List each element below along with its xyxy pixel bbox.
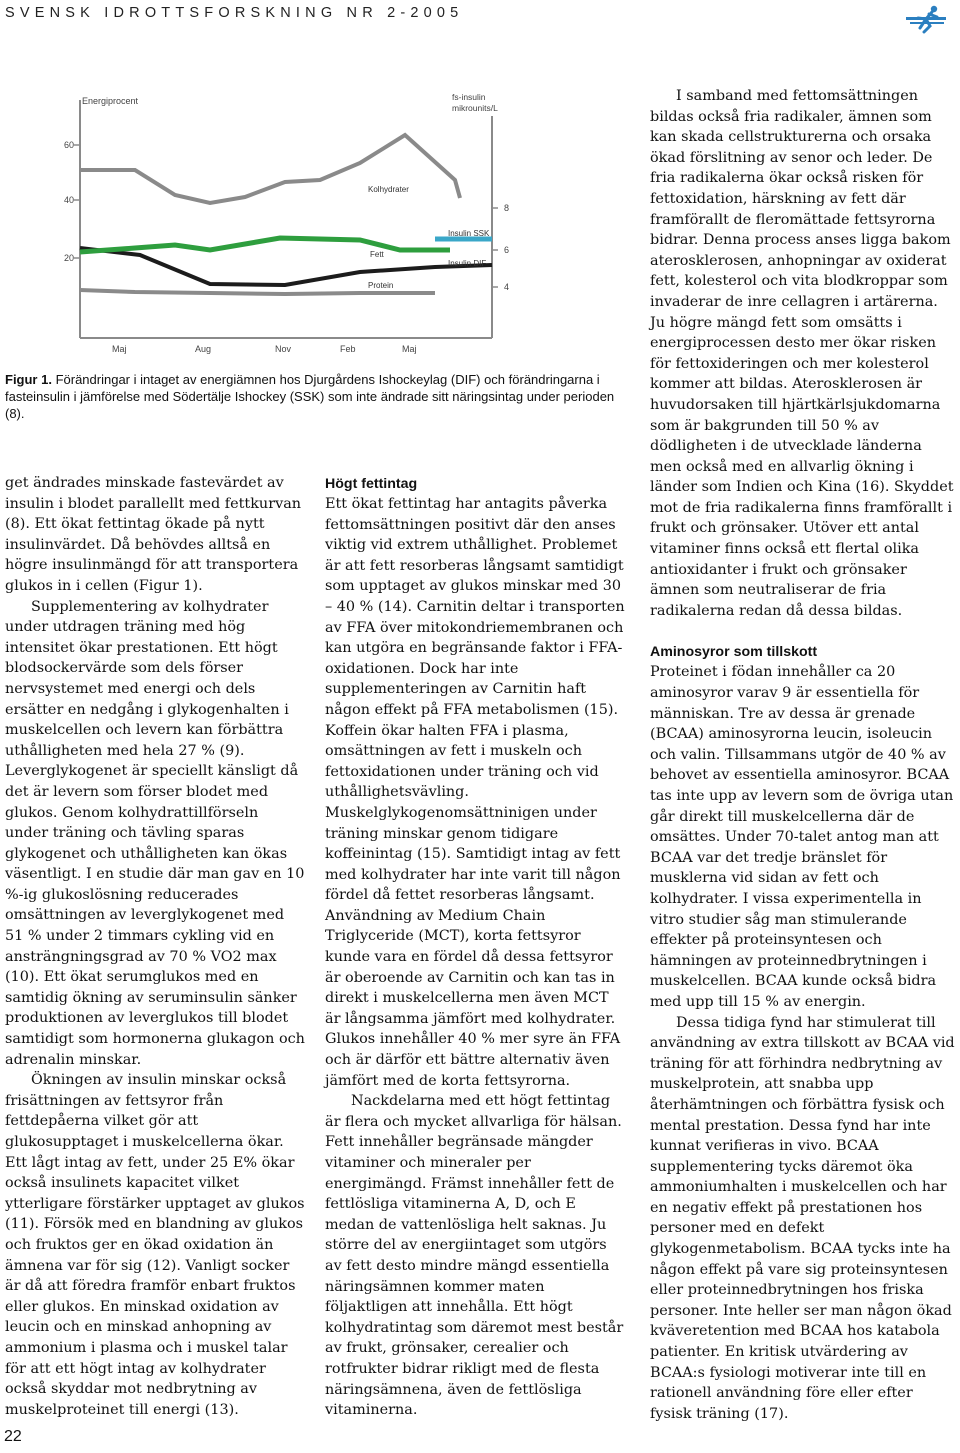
paragraph: get ändrades minskade fastevärdet av insulin i blodet parallellt med fettkurvan (8). Ett ökat fettintag ökade på nytt insulinvärdet. Då behövdes alltså en högre insulinmängd för att transportera glukos in i cellen (Figur 1).: [5, 475, 302, 594]
y-tick-label: 40: [64, 195, 75, 205]
caption-text: Förändringar i intaget av energiämnen hos Djurgårdens Ishockeylag (DIF) och förändringarna i fasteinsulin i jämförelse med Södertälje Ishockey (SSK) som inte ändrade sitt näringsintag under perioden (8).: [5, 372, 615, 421]
x-tick-label: Maj: [402, 344, 417, 354]
column-3: [650, 86, 955, 1424]
right-axis-title: fs-insulin: [452, 92, 486, 102]
caption-label: Figur 1.: [5, 372, 52, 387]
x-tick-label: Aug: [195, 344, 212, 354]
series-protein: [80, 290, 435, 294]
paragraph: Nackdelarna med ett högt fettintag är flera och mycket allvarliga för hälsan. Fett innehåller begränsade mängder vitaminer och mineraler per energimängd. Främst innehåller fett de fettlösliga vitaminerna A, D, och E medan de vattenlösliga helt saknas. Ju större del av energiintaget som utgörs av fett desto mindre mängd essentiella näringsämnen kommer maten följaktligen att innehålla. Ett högt kolhydratintag som däremot mest består av frukt, grönsaker, cerealier och rotfrukter bidrar rikligt med de flesta näringsämnena, även de fettlösliga vitaminerna.: [325, 1093, 624, 1419]
label-fett: Fett: [370, 250, 384, 259]
series-fett: [80, 238, 450, 252]
label-insulin-ssk: Insulin SSK: [448, 229, 490, 238]
y-tick-label: 60: [64, 140, 75, 150]
right-tick-label: 4: [504, 282, 510, 292]
paragraph: Proteinet i födan innehåller ca 20 aminosyror varav 9 är essentiella för människan. Tre av dessa är grenade (BCAA) aminosyrorna leucin, isoleucin och valin. Tillsammans utgör de 40 % av behovet av essentiella aminosyror. BCAA tas inte upp av levern som de övriga utan går direkt till muskelcellerna där de omsättes. Under 70-talet antog man att BCAA var det tredje bränslet för musklerna vid sidan av fett och kolhydrater. I vissa experimentella in vitro studier såg man stimulerande effekter på proteinsyntesen och hämningen av proteinnedbrytningen i muskelcellen. BCAA kunde också bidra med upp till 15 % av energin.: [650, 664, 954, 1010]
paragraph: Supplementering av kolhydrater under utdragen träning med hög intensitet ökar prestationen. Ett högt blodsockervärde som dels förser nervsystemet med energi och dels ersätter en nedgång i glykogenhalten i muskelcellen och levern kan förbättra uthålligheten med hela 27 % (9). Leverglykogenet är speciellt känsligt då det är levern som förser blodet med glukos. Genom kolhydrattillförseln under träning och tävling sparas glykogenet och uthålligheten kan ökas väsentligt. I en studie där man gav en 10 %-ig glukoslösning reducerades omsättningen av leverglykogenet med 51 % under 2 timmars cykling vid en ansträngningsgrad av 70 % VO2 max (10). Ett ökat serumglukos med en samtidig ökning av seruminsulin sänker produktionen av leverglukos till blodet samtidigt som hormonerna glukagon och adrenalin minskar.: [5, 598, 305, 1068]
runner-logo-icon: [904, 4, 950, 38]
page-header: [0, 0, 960, 30]
label-kolhydrater: Kolhydrater: [368, 185, 409, 194]
x-tick-label: Nov: [275, 344, 292, 354]
paragraph: Ett ökat fettintag har antagits påverka fettomsättningen positivt där den anses viktig vid extrem uthållighet. Problemet är att fett resorberas långsamt samtidigt som upptaget av glukos minskar med 30 – 40 % (14). Carnitin deltar i transporten av FFA över mitokondriemembranen och kan utgöra en begränsande faktor i FFA-oxidationen. Dock har inte supplementeringen av Carnitin haft någon effekt på FFA metabolismen (15). Koffein ökar halten FFA i plasma, omsättningen av fett i muskeln och fettoxidationen under träning och vid uthållighetsvävling. Muskelglykogenomsättninigen under träning minskar genom tidigare koffeinintag (15). Samtidigt intag av fett med kolhydrater har inte varit till någon fördel då fettet resorberas långsamt. Användning av Medium Chain Triglyceride (MCT), korta fettsyror kunde vara en fördel då dessa fettsyror är oberoende av Carnitin och kan tas in direkt i muskelcellerna men även MCT är långsamma jämfört med kolhydrater. Glukos innehåller 40 % mer syre än FFA och är därför ett bättre alternativ även jämfört med de korta fettsyrorna.: [325, 496, 625, 1089]
y-axis-title: Energiprocent: [82, 96, 139, 106]
section-heading: Högt fettintag: [325, 476, 418, 492]
figure-chart: [60, 80, 530, 359]
journal-title: SVENSK IDROTTSFORSKNING NR 2-2005: [5, 5, 464, 21]
right-axis-unit: mikrounits/L: [452, 103, 498, 113]
x-tick-label: Feb: [340, 344, 356, 354]
paragraph: I samband med fettomsättningen bildas också fria radikaler, ämnen som kan skada cellstrukturerna och orsaka ökad förslitning av senor och leder. De fria radikalerna ökar också risken för fettoxidation, härskning av fett där framförallt de fleromättade fettsyrorna bidrar. Denna process anses ligga bakom aterosklerosen, anhopningar av oxiderat fett, kolesterol och vita blodkroppar som invaderar de inre cellagren i artärerna. Ju högre mängd fett som omsätts i energiprocessen desto mer ökar risken för fettoxideringen och mer kolesterol kommer att bildas. Aterosklerosen är huvudorsaken till hjärtkärlsjukdomarna som är bakgrunden till 50 % av dödligheten i de utvecklade länderna men också med en allvarlig ökning i länder som Indien och Kina (16). Skyddet mot de fria radikalerna finns framförallt i frukt och grönsaker. Utöver ett antal vitaminer finns också ett flertal olika antioxidanter i frukt och grönsaker ämnen som neutraliserar de fria radikalerna redan då dessa bildas.: [650, 88, 954, 619]
page-number: 22: [4, 1428, 22, 1445]
label-protein: Protein: [368, 281, 394, 290]
series-insulin-dif: [80, 248, 492, 285]
right-tick-label: 6: [504, 245, 510, 255]
column-1: [5, 473, 305, 1420]
paragraph: Ökningen av insulin minskar också frisättningen av fettsyror från fettdepåerna vilket gör att glukosupptaget i muskelcellerna ökar. Ett lågt intag av fett, under 25 E% ökar också insulinets kapacitet vilket ytterligare förstärker upptaget av glukos (11). Försök med en blandning av glukos och fruktos ger en ökad oxidation än ämnena var för sig (12). Vanligt socker är då att föredra framför enbart fruktos eller glukos. En minskad oxidation av leucin och en minskad anhopning av ammonium i plasma och i muskel talar för att ett högt intag av kolhydrater också skyddar mot nedbrytning av muskelproteinet till energi (13).: [5, 1072, 305, 1418]
column-2: [325, 474, 625, 1421]
figure-caption: [5, 371, 633, 422]
label-insulin-dif: Insulin DIF: [448, 259, 487, 268]
right-tick-label: 8: [504, 203, 510, 213]
paragraph: Dessa tidiga fynd har stimulerat till användning av extra tillskott av BCAA vid träning för att förhindra nedbrytning av muskelprotein, att snabba upp återhämtningen och förbättra fysisk och mental prestation. Dessa fynd har inte kunnat verifieras in vivo. BCAA supplementering tycks däremot öka ammoniumhalten i muskelcellen och har en negativ effekt på prestationen hos personer med en defekt glykogenmetabolism. BCAA tycks inte ha någon effekt på vare sig proteinsyntesen eller proteinnedbrytningen hos friska personer. Inte heller ser man någon ökad kväveretention med BCAA hos katabola patienter. En kritisk utvärdering av BCAA:s fysiologi motiverar inte till en rationell användning före eller efter fysisk träning (17).: [650, 1014, 955, 1422]
x-tick-label: Maj: [112, 344, 127, 354]
section-heading: Aminosyror som tillskott: [650, 644, 818, 661]
y-tick-label: 20: [64, 253, 75, 263]
